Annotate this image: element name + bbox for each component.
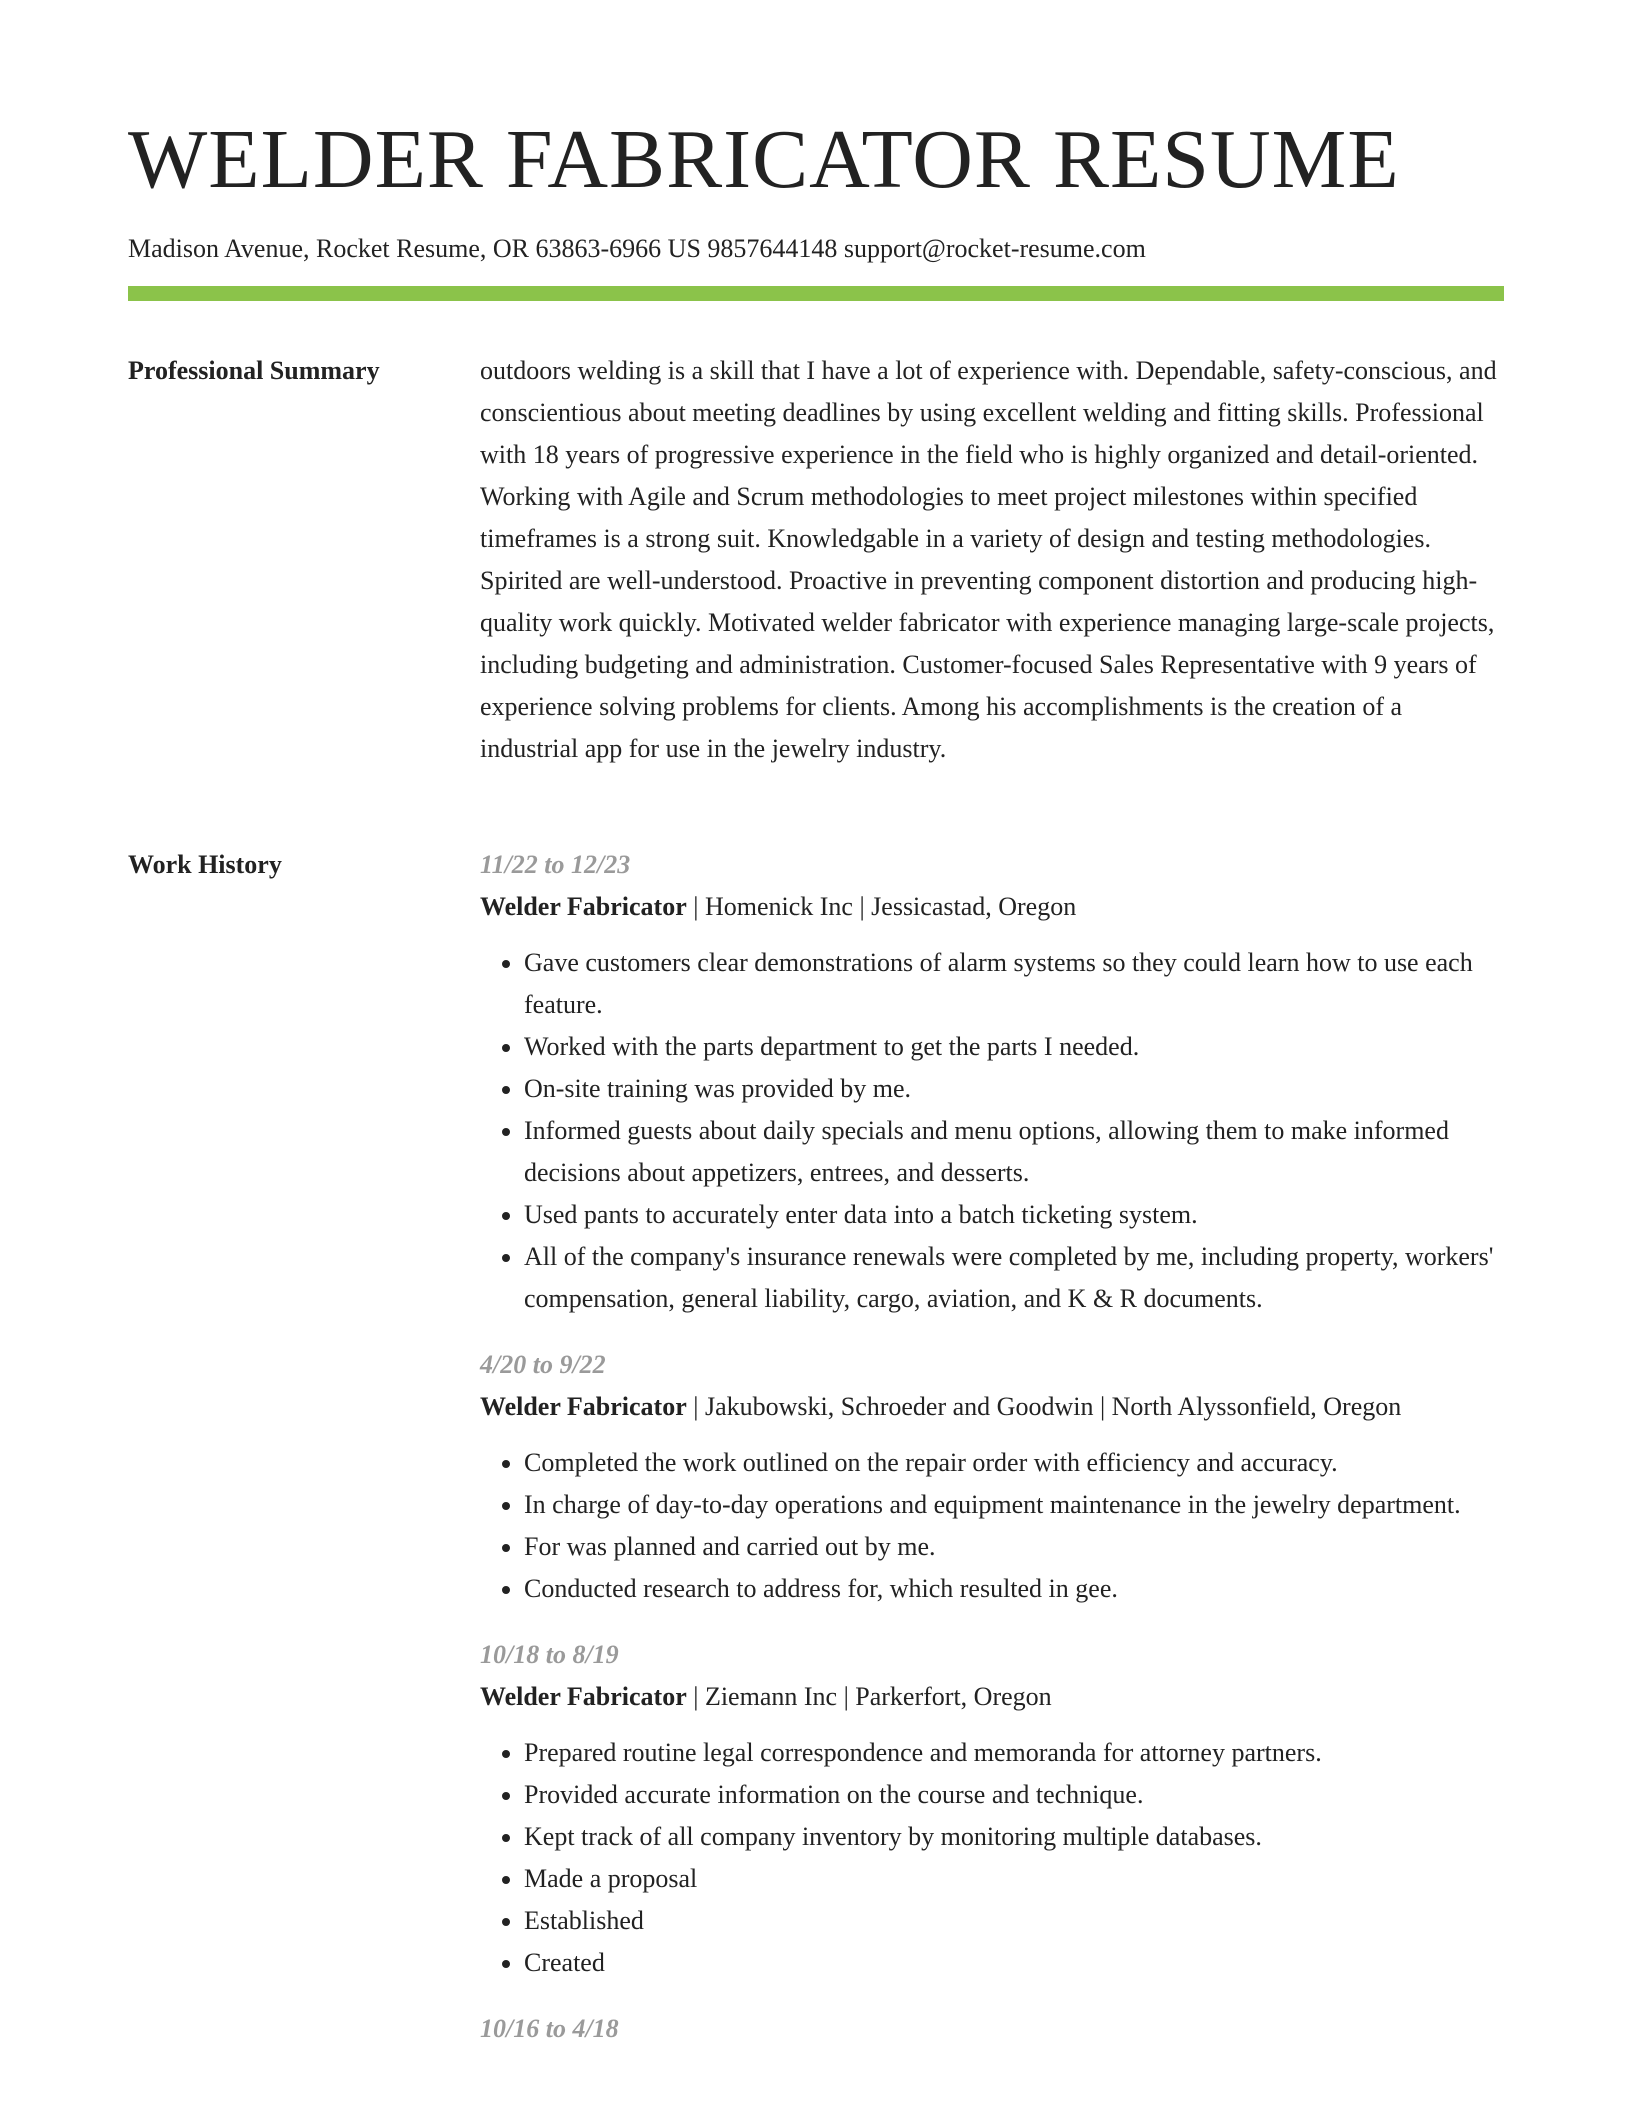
work-history-body — [480, 844, 1504, 2074]
job-bullet: • All of the company's insurance renewals were completed by me, including property, workers' compensation, general liability, cargo, aviation, and K & R documents. — [524, 1236, 1504, 1320]
resume-title: WELDER FABRICATOR RESUME — [128, 113, 1400, 206]
job-heading — [480, 1386, 1504, 1428]
job-bullets — [480, 942, 1504, 1320]
job-entry — [480, 844, 1504, 1320]
job-bullet: • Kept track of all company inventory by monitoring multiple databases. — [524, 1816, 1504, 1858]
job-bullet: • Completed the work outlined on the repair order with efficiency and accuracy. — [524, 1442, 1504, 1484]
job-bullet: • Made a proposal — [524, 1858, 1504, 1900]
job-bullet: • Established — [524, 1900, 1504, 1942]
summary-text: outdoors welding is a skill that I have a lot of experience with. Dependable, safety-conscious, and conscientious about meeting deadlines by using excellent welding and fitting skills. Professional with 18 years of progressive experience in the field who is highly organized and detail-oriented. Working with Agile and Scrum methodologies to meet project milestones within specified timeframes is a strong suit. Knowledgable in a variety of design and testing methodologies. Spirited are well-understood. Proactive in preventing component distortion and producing high-quality work quickly. Motivated welder fabricator with experience managing large-scale projects, including budgeting and administration. Customer-focused Sales Representative with 9 years of experience solving problems for clients. Among his accomplishments is the creation of a industrial app for use in the jewelry industry. — [480, 356, 1497, 763]
summary-body — [480, 350, 1504, 770]
job-bullet: • Conducted research to address for, which resulted in gee. — [524, 1568, 1504, 1610]
job-details: | Homenick Inc | Jessicastad, Oregon — [686, 892, 1077, 921]
job-bullet: • In charge of day-to-day operations and equipment maintenance in the jewelry department. — [524, 1484, 1504, 1526]
job-bullets — [480, 1732, 1504, 1984]
job-entry — [480, 1634, 1504, 1984]
job-entry — [480, 1344, 1504, 1610]
job-details: | Jakubowski, Schroeder and Goodwin | North Alyssonfield, Oregon — [686, 1392, 1402, 1421]
job-bullet: • For was planned and carried out by me. — [524, 1526, 1504, 1568]
job-bullets — [480, 1442, 1504, 1610]
job-bullet: • Prepared routine legal correspondence and memoranda for attorney partners. — [524, 1732, 1504, 1774]
job-bullet: • Created — [524, 1942, 1504, 1984]
job-heading — [480, 886, 1504, 928]
job-bullet: • Worked with the parts department to get the parts I needed. — [524, 1026, 1504, 1068]
accent-divider — [128, 286, 1504, 301]
job-heading — [480, 1676, 1504, 1718]
summary-label: Professional Summary — [128, 356, 380, 385]
job-bullet: • Informed guests about daily specials and menu options, allowing them to make informed decisions about appetizers, entrees, and desserts. — [524, 1110, 1504, 1194]
job-dates: 11/22 to 12/23 — [480, 850, 631, 879]
job-bullet: • On-site training was provided by me. — [524, 1068, 1504, 1110]
work-history-label: Work History — [128, 850, 282, 879]
job-dates: 10/16 to 4/18 — [480, 2014, 619, 2043]
job-dates: 4/20 to 9/22 — [480, 1350, 606, 1379]
job-title: Welder Fabricator — [480, 892, 687, 921]
contact-line: Madison Avenue, Rocket Resume, OR 63863-6966 US 9857644148 support@rocket-resume.com — [128, 234, 1146, 263]
job-bullet: • Gave customers clear demonstrations of alarm systems so they could learn how to use each feature. — [524, 942, 1504, 1026]
job-title: Welder Fabricator — [480, 1392, 687, 1421]
job-bullet: • Provided accurate information on the course and technique. — [524, 1774, 1504, 1816]
job-entry — [480, 2008, 1504, 2050]
job-details: | Ziemann Inc | Parkerfort, Oregon — [686, 1682, 1052, 1711]
job-title: Welder Fabricator — [480, 1682, 687, 1711]
job-dates: 10/18 to 8/19 — [480, 1640, 619, 1669]
job-bullet: • Used pants to accurately enter data into a batch ticketing system. — [524, 1194, 1504, 1236]
